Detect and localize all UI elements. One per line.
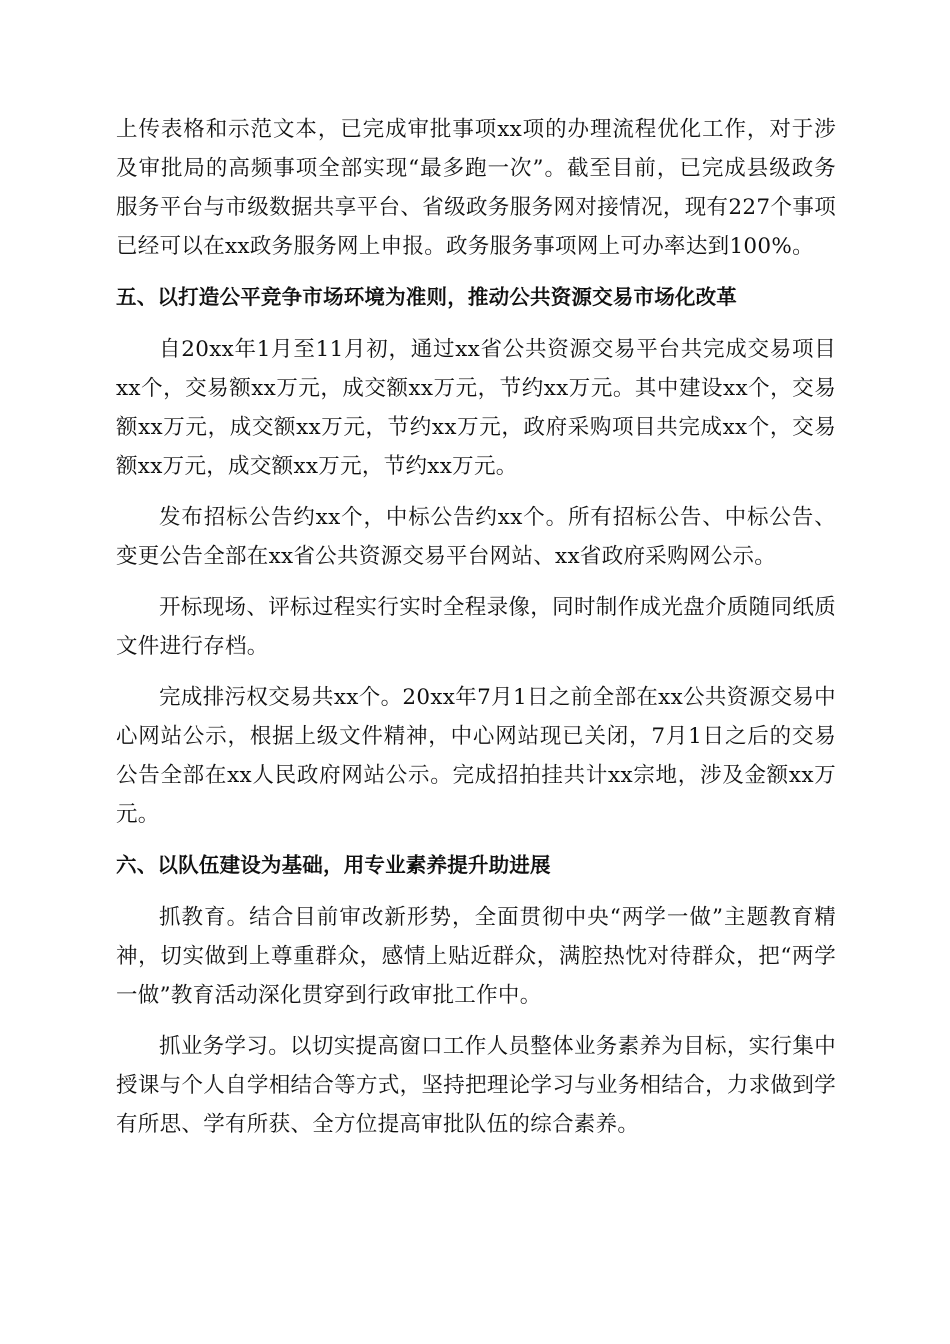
intro-paragraph: 上传表格和示范文本，已完成审批事项xx项的办理流程优化工作，对于涉及审批局的高频事项全部实现“最多跑一次”。截至目前，已完成县级政务服务平台与市级数据共享平台、省级政务服务网对接情况，现有227个事项已经可以在xx政务服务网上申报。政务服务事项网上可办率达到100%。 — [116, 117, 836, 259]
section-5-paragraph-3: 开标现场、评标过程实行实时全程录像，同时制作成光盘介质随同纸质文件进行存档。 — [116, 595, 836, 659]
section-6-paragraph-1: 抓教育。结合目前审改新形势，全面贯彻中央“两学一做”主题教育精神，切实做到上尊重群众，感情上贴近群众，满腔热忱对待群众，把“两学一做”教育活动深化贯穿到行政审批工作中。 — [116, 905, 836, 1008]
section-5-heading: 五、以打造公平竞争市场环境为准则，推动公共资源交易市场化改革 — [116, 285, 737, 309]
section-6-heading: 六、以队伍建设为基础，用专业素养提升助进展 — [116, 853, 551, 877]
section-6-paragraph-2: 抓业务学习。以切实提高窗口工作人员整体业务素养为目标，实行集中授课与个人自学相结合等方式，坚持把理论学习与业务相结合，力求做到学有所思、学有所获、全方位提高审批队伍的综合素养。 — [116, 1034, 836, 1137]
document-page — [116, 110, 836, 1156]
section-5-paragraph-2: 发布招标公告约xx个，中标公告约xx个。所有招标公告、中标公告、变更公告全部在xx省公共资源交易平台网站、xx省政府采购网公示。 — [116, 505, 836, 569]
section-5-paragraph-4: 完成排污权交易共xx个。20xx年7月1日之前全部在xx公共资源交易中心网站公示，根据上级文件精神，中心网站现已关闭，7月1日之后的交易公告全部在xx人民政府网站公示。完成招拍挂共计xx宗地，涉及金额xx万元。 — [116, 685, 836, 827]
section-5-paragraph-1: 自20xx年1月至11月初，通过xx省公共资源交易平台共完成交易项目xx个，交易额xx万元，成交额xx万元，节约xx万元。其中建设xx个，交易额xx万元，成交额xx万元，节约xx万元，政府采购项目共完成xx个，交易额xx万元，成交额xx万元，节约xx万元。 — [116, 337, 836, 479]
